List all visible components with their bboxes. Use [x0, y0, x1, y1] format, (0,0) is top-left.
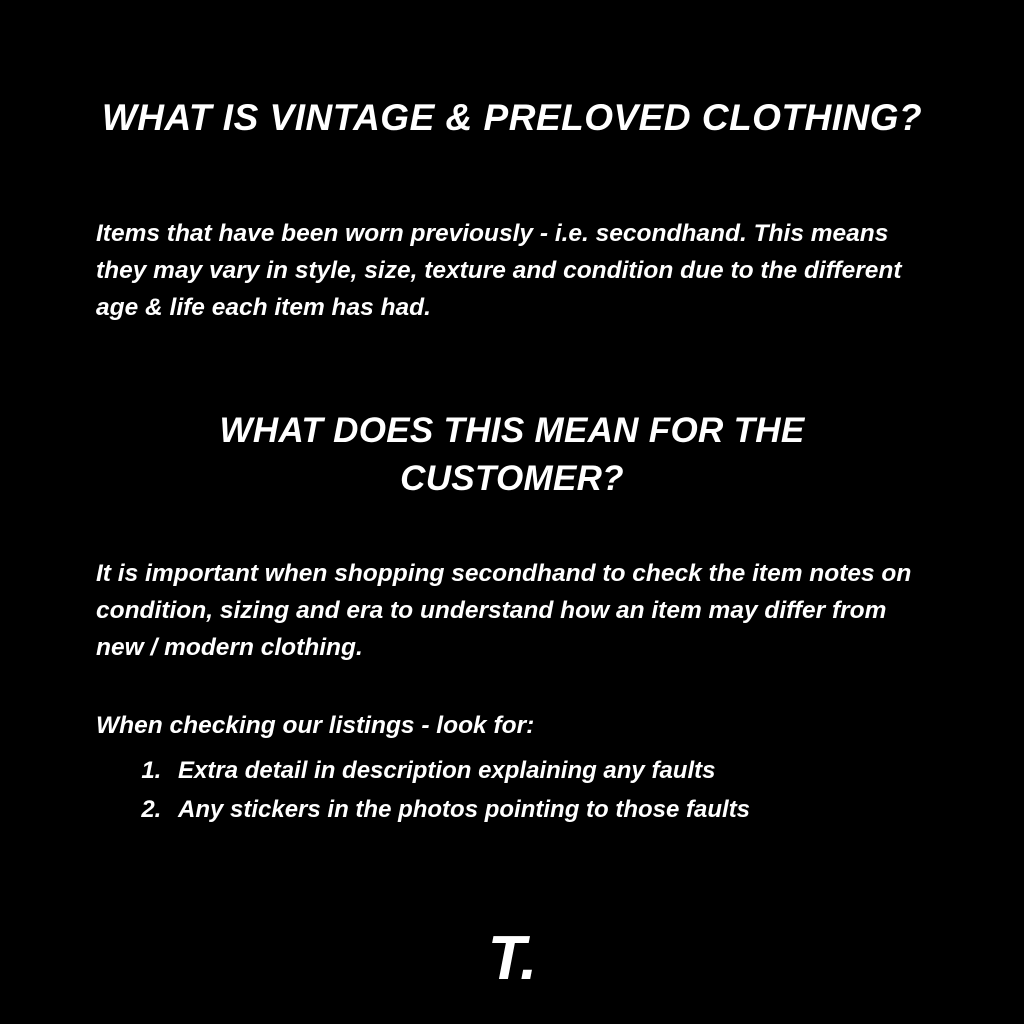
list-item: 1. Extra detail in description explaining any faults: [168, 752, 988, 791]
brand-logo: T.: [487, 924, 537, 993]
list-item: 2. Any stickers in the photos pointing to those faults: [168, 791, 988, 830]
page-title: WHAT IS VINTAGE & PRELOVED CLOTHING?: [101, 96, 923, 138]
section-heading-customer: WHAT DOES THIS MEAN FOR THE CUSTOMER?: [219, 411, 805, 499]
checklist: [120, 752, 988, 830]
definition-paragraph: Items that have been worn previously - i.e. secondhand. This means they may vary in style, size, texture and condition due to the different age & life each item has had.: [96, 219, 902, 321]
customer-advice-paragraph: It is important when shopping secondhand to check the item notes on condition, sizing and era to understand how an item may differ from new / modern clothing.: [96, 559, 912, 661]
listings-prompt-paragraph: When checking our listings - look for:: [96, 711, 535, 739]
